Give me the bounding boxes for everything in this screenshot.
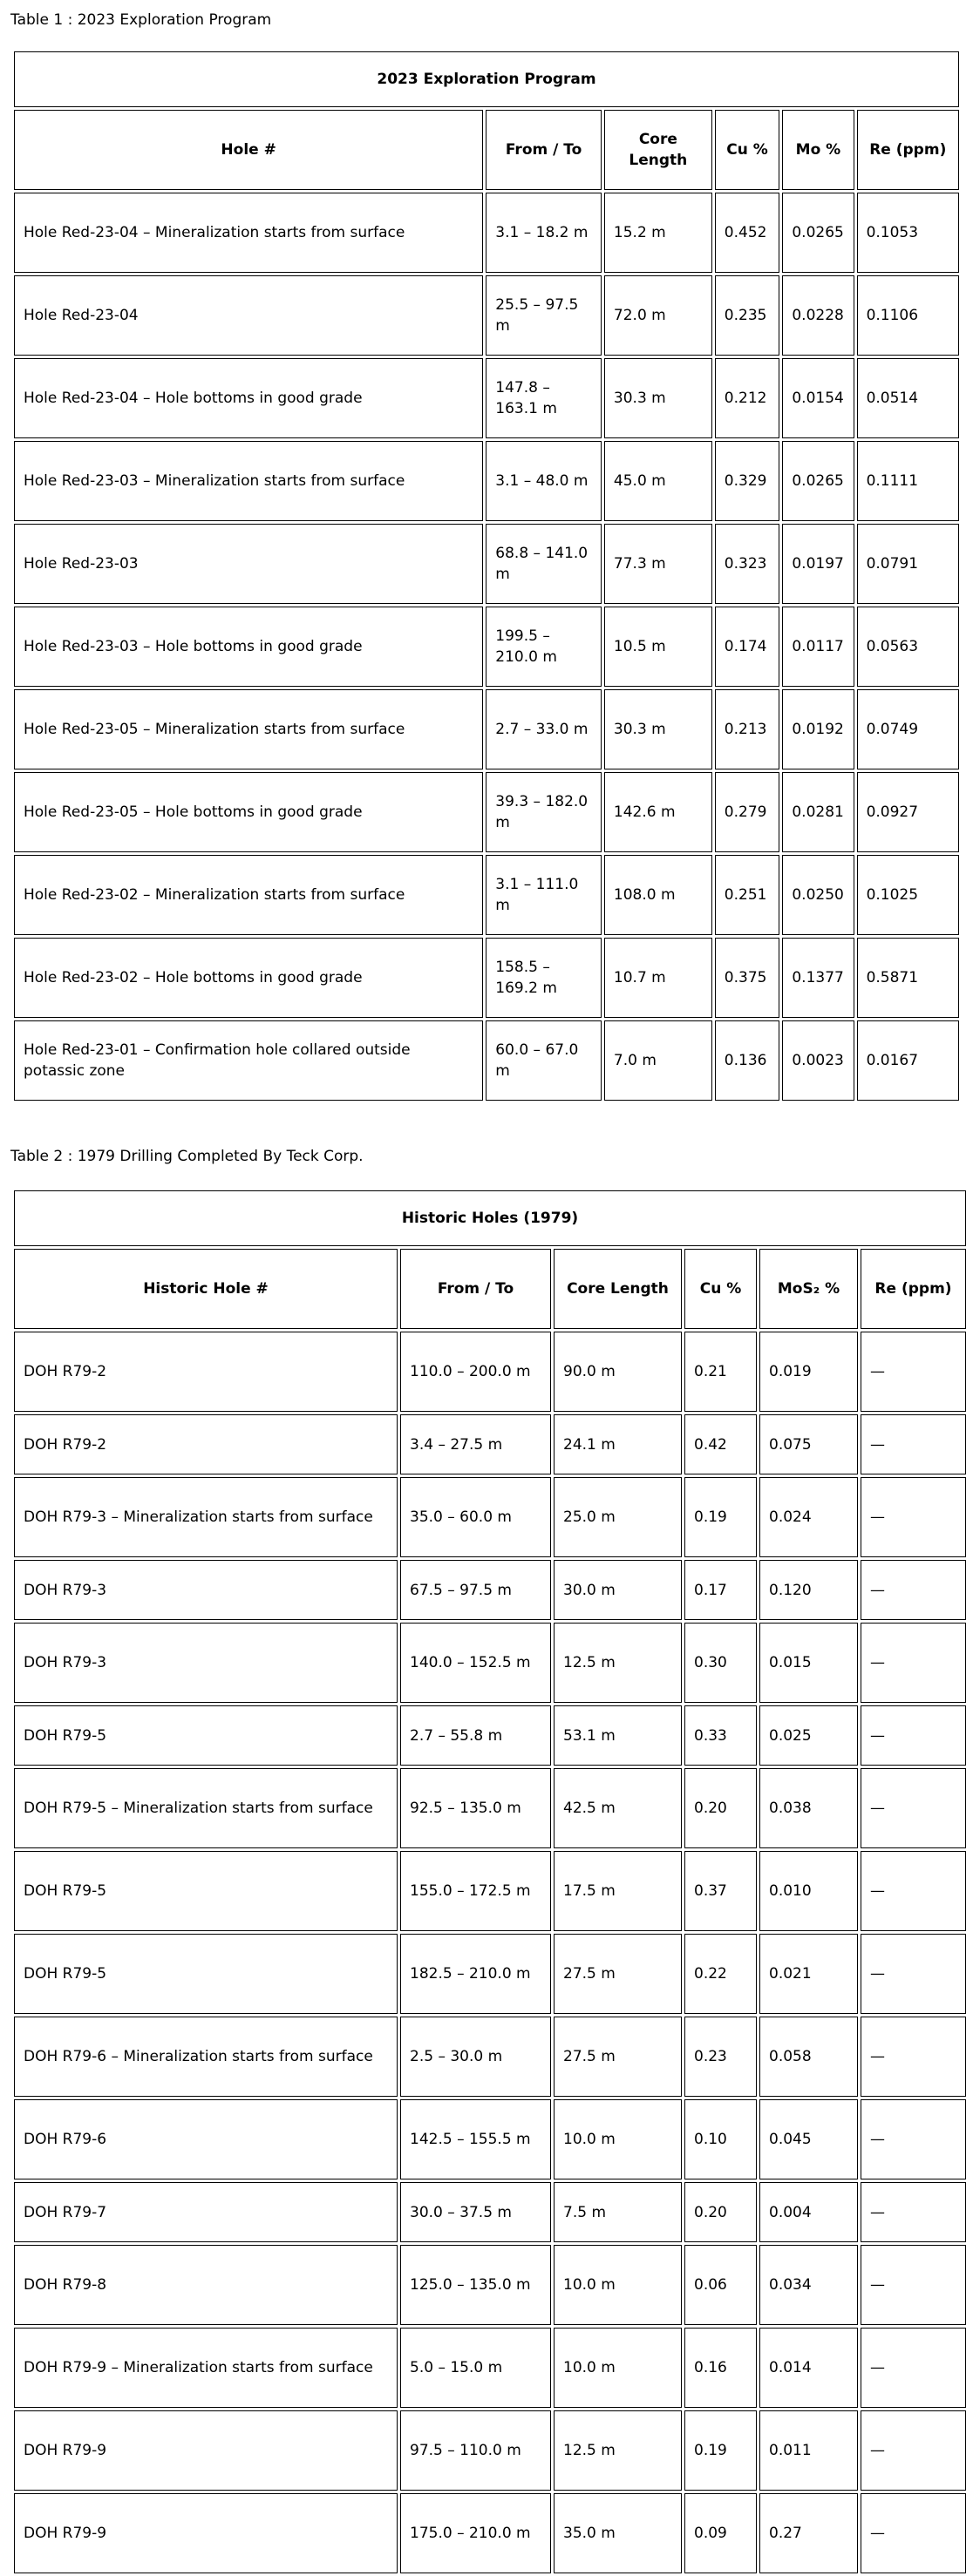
hole-cell: Hole Red-23-02 – Hole bottoms in good grade	[14, 938, 483, 1018]
exploration-program-table	[11, 49, 962, 1103]
hole-cell: DOH R79-9	[14, 2410, 398, 2491]
from-to-cell: 199.5 – 210.0 m	[486, 607, 602, 687]
table2-caption: Table 2 : 1979 Drilling Completed By Teck Corp.	[10, 1148, 364, 1165]
mo-cell: 0.1377	[782, 938, 854, 1018]
core-length-cell: 90.0 m	[554, 1332, 682, 1412]
table-row	[14, 441, 959, 521]
core-length-cell: 7.0 m	[604, 1020, 712, 1101]
re-cell: 0.1025	[857, 855, 959, 935]
table-body	[14, 193, 959, 1101]
from-to-cell: 67.5 – 97.5 m	[400, 1560, 551, 1620]
re-cell: —	[861, 1560, 966, 1620]
from-to-cell: 2.7 – 33.0 m	[486, 689, 602, 769]
hole-cell: DOH R79-6	[14, 2099, 398, 2179]
from-to-cell: 35.0 – 60.0 m	[400, 1477, 551, 1557]
from-to-cell: 142.5 – 155.5 m	[400, 2099, 551, 2179]
table-row	[14, 2328, 966, 2408]
table-row	[14, 689, 959, 769]
core-length-cell: 15.2 m	[604, 193, 712, 273]
re-cell: 0.0791	[857, 524, 959, 604]
core-length-cell: 77.3 m	[604, 524, 712, 604]
core-length-cell: 25.0 m	[554, 1477, 682, 1557]
mo-cell: 0.024	[759, 1477, 858, 1557]
hole-cell: DOH R79-3	[14, 1560, 398, 1620]
cu-cell: 0.33	[684, 1705, 757, 1766]
core-length-cell: 12.5 m	[554, 2410, 682, 2491]
from-to-cell: 175.0 – 210.0 m	[400, 2493, 551, 2573]
table-row	[14, 2017, 966, 2097]
cu-cell: 0.235	[715, 275, 780, 356]
table-row	[14, 524, 959, 604]
hole-cell: DOH R79-6 – Mineralization starts from surface	[14, 2017, 398, 2097]
mo-cell: 0.004	[759, 2182, 858, 2242]
re-cell: —	[861, 2493, 966, 2573]
core-length-cell: 7.5 m	[554, 2182, 682, 2242]
from-to-cell: 25.5 – 97.5 m	[486, 275, 602, 356]
re-cell: 0.0749	[857, 689, 959, 769]
column-header-core-length: Core Length	[604, 110, 712, 190]
table-row	[14, 1851, 966, 1931]
table-row	[14, 1560, 966, 1620]
cu-cell: 0.174	[715, 607, 780, 687]
cu-cell: 0.37	[684, 1851, 757, 1931]
column-header-from-to: From / To	[486, 110, 602, 190]
mo-cell: 0.034	[759, 2245, 858, 2325]
cu-cell: 0.20	[684, 2182, 757, 2242]
table-row	[14, 2099, 966, 2179]
core-length-cell: 27.5 m	[554, 2017, 682, 2097]
from-to-cell: 3.4 – 27.5 m	[400, 1414, 551, 1474]
core-length-cell: 30.3 m	[604, 689, 712, 769]
re-cell: —	[861, 2017, 966, 2097]
hole-cell: Hole Red-23-02 – Mineralization starts from surface	[14, 855, 483, 935]
mo-cell: 0.0192	[782, 689, 854, 769]
core-length-cell: 42.5 m	[554, 1768, 682, 1848]
mo-cell: 0.0250	[782, 855, 854, 935]
from-to-cell: 2.5 – 30.0 m	[400, 2017, 551, 2097]
table-body	[14, 1332, 966, 2573]
table-row	[14, 1934, 966, 2014]
hole-cell: Hole Red-23-05 – Hole bottoms in good grade	[14, 772, 483, 852]
cu-cell: 0.22	[684, 1934, 757, 2014]
table-row	[14, 193, 959, 273]
mo-cell: 0.014	[759, 2328, 858, 2408]
core-length-cell: 10.0 m	[554, 2245, 682, 2325]
from-to-cell: 3.1 – 48.0 m	[486, 441, 602, 521]
header-row	[14, 110, 959, 190]
cu-cell: 0.375	[715, 938, 780, 1018]
cu-cell: 0.452	[715, 193, 780, 273]
re-cell: —	[861, 2099, 966, 2179]
hole-cell: Hole Red-23-04	[14, 275, 483, 356]
from-to-cell: 147.8 – 163.1 m	[486, 358, 602, 438]
cu-cell: 0.329	[715, 441, 780, 521]
table-title: 2023 Exploration Program	[14, 51, 959, 107]
hole-cell: Hole Red-23-05 – Mineralization starts from surface	[14, 689, 483, 769]
hole-cell: Hole Red-23-03 – Mineralization starts from surface	[14, 441, 483, 521]
cu-cell: 0.21	[684, 1332, 757, 1412]
table-row	[14, 2410, 966, 2491]
re-cell: 0.0514	[857, 358, 959, 438]
hole-cell: DOH R79-5	[14, 1851, 398, 1931]
column-header-re: Re (ppm)	[857, 110, 959, 190]
table-row	[14, 2493, 966, 2573]
table-row	[14, 1477, 966, 1557]
hole-cell: DOH R79-9 – Mineralization starts from surface	[14, 2328, 398, 2408]
mo-cell: 0.075	[759, 1414, 858, 1474]
table-row	[14, 1332, 966, 1412]
cu-cell: 0.279	[715, 772, 780, 852]
mo-cell: 0.0265	[782, 441, 854, 521]
table1-caption: Table 1 : 2023 Exploration Program	[10, 11, 272, 29]
from-to-cell: 97.5 – 110.0 m	[400, 2410, 551, 2491]
core-length-cell: 72.0 m	[604, 275, 712, 356]
core-length-cell: 142.6 m	[604, 772, 712, 852]
re-cell: —	[861, 1851, 966, 1931]
re-cell: —	[861, 2410, 966, 2491]
from-to-cell: 60.0 – 67.0 m	[486, 1020, 602, 1101]
re-cell: 0.1106	[857, 275, 959, 356]
column-header-mo: Mo %	[782, 110, 854, 190]
mo-cell: 0.0197	[782, 524, 854, 604]
re-cell: —	[861, 1477, 966, 1557]
table-row	[14, 1705, 966, 1766]
re-cell: —	[861, 1934, 966, 2014]
core-length-cell: 30.0 m	[554, 1560, 682, 1620]
hole-cell: Hole Red-23-03 – Hole bottoms in good grade	[14, 607, 483, 687]
table-row	[14, 2182, 966, 2242]
table-row	[14, 2245, 966, 2325]
mo-cell: 0.038	[759, 1768, 858, 1848]
mo-cell: 0.010	[759, 1851, 858, 1931]
mo-cell: 0.0228	[782, 275, 854, 356]
table-row	[14, 938, 959, 1018]
core-length-cell: 108.0 m	[604, 855, 712, 935]
re-cell: 0.1111	[857, 441, 959, 521]
cu-cell: 0.30	[684, 1623, 757, 1703]
header-row	[14, 1249, 966, 1329]
from-to-cell: 110.0 – 200.0 m	[400, 1332, 551, 1412]
mo-cell: 0.015	[759, 1623, 858, 1703]
column-header-re: Re (ppm)	[861, 1249, 966, 1329]
core-length-cell: 10.0 m	[554, 2099, 682, 2179]
mo-cell: 0.0265	[782, 193, 854, 273]
re-cell: —	[861, 1332, 966, 1412]
mo-cell: 0.120	[759, 1560, 858, 1620]
re-cell: —	[861, 1414, 966, 1474]
from-to-cell: 2.7 – 55.8 m	[400, 1705, 551, 1766]
from-to-cell: 5.0 – 15.0 m	[400, 2328, 551, 2408]
core-length-cell: 10.5 m	[604, 607, 712, 687]
hole-cell: DOH R79-3	[14, 1623, 398, 1703]
historic-holes-table	[11, 1188, 969, 2576]
table-title: Historic Holes (1979)	[14, 1190, 966, 1246]
hole-cell: DOH R79-8	[14, 2245, 398, 2325]
cu-cell: 0.42	[684, 1414, 757, 1474]
mo-cell: 0.025	[759, 1705, 858, 1766]
from-to-cell: 3.1 – 111.0 m	[486, 855, 602, 935]
table-row	[14, 855, 959, 935]
column-header-hole: Hole #	[14, 110, 483, 190]
cu-cell: 0.19	[684, 2410, 757, 2491]
column-header-historic-hole: Historic Hole #	[14, 1249, 398, 1329]
from-to-cell: 68.8 – 141.0 m	[486, 524, 602, 604]
from-to-cell: 125.0 – 135.0 m	[400, 2245, 551, 2325]
column-header-cu: Cu %	[684, 1249, 757, 1329]
re-cell: —	[861, 2245, 966, 2325]
core-length-cell: 17.5 m	[554, 1851, 682, 1931]
hole-cell: Hole Red-23-03	[14, 524, 483, 604]
cu-cell: 0.16	[684, 2328, 757, 2408]
table-row	[14, 772, 959, 852]
from-to-cell: 182.5 – 210.0 m	[400, 1934, 551, 2014]
re-cell: 0.1053	[857, 193, 959, 273]
mo-cell: 0.058	[759, 2017, 858, 2097]
table-row	[14, 1020, 959, 1101]
core-length-cell: 12.5 m	[554, 1623, 682, 1703]
cu-cell: 0.20	[684, 1768, 757, 1848]
core-length-cell: 24.1 m	[554, 1414, 682, 1474]
core-length-cell: 10.7 m	[604, 938, 712, 1018]
cu-cell: 0.136	[715, 1020, 780, 1101]
re-cell: 0.0563	[857, 607, 959, 687]
from-to-cell: 3.1 – 18.2 m	[486, 193, 602, 273]
table-row	[14, 1623, 966, 1703]
mo-cell: 0.0117	[782, 607, 854, 687]
table-row	[14, 607, 959, 687]
cu-cell: 0.19	[684, 1477, 757, 1557]
mo-cell: 0.0154	[782, 358, 854, 438]
hole-cell: DOH R79-5 – Mineralization starts from surface	[14, 1768, 398, 1848]
cu-cell: 0.10	[684, 2099, 757, 2179]
hole-cell: DOH R79-5	[14, 1934, 398, 2014]
re-cell: —	[861, 1768, 966, 1848]
from-to-cell: 39.3 – 182.0 m	[486, 772, 602, 852]
table-row	[14, 275, 959, 356]
mo-cell: 0.27	[759, 2493, 858, 2573]
mo-cell: 0.011	[759, 2410, 858, 2491]
cu-cell: 0.213	[715, 689, 780, 769]
re-cell: 0.5871	[857, 938, 959, 1018]
core-length-cell: 35.0 m	[554, 2493, 682, 2573]
mo-cell: 0.0023	[782, 1020, 854, 1101]
mo-cell: 0.045	[759, 2099, 858, 2179]
cu-cell: 0.323	[715, 524, 780, 604]
column-header-core-length: Core Length	[554, 1249, 682, 1329]
re-cell: —	[861, 1705, 966, 1766]
core-length-cell: 10.0 m	[554, 2328, 682, 2408]
re-cell: —	[861, 2182, 966, 2242]
column-header-mos2: MoS₂ %	[759, 1249, 858, 1329]
hole-cell: DOH R79-7	[14, 2182, 398, 2242]
from-to-cell: 155.0 – 172.5 m	[400, 1851, 551, 1931]
re-cell: —	[861, 2328, 966, 2408]
from-to-cell: 158.5 – 169.2 m	[486, 938, 602, 1018]
re-cell: 0.0167	[857, 1020, 959, 1101]
table-row	[14, 1768, 966, 1848]
table-row	[14, 358, 959, 438]
hole-cell: Hole Red-23-04 – Mineralization starts from surface	[14, 193, 483, 273]
core-length-cell: 45.0 m	[604, 441, 712, 521]
cu-cell: 0.23	[684, 2017, 757, 2097]
hole-cell: Hole Red-23-01 – Confirmation hole collared outside potassic zone	[14, 1020, 483, 1101]
from-to-cell: 140.0 – 152.5 m	[400, 1623, 551, 1703]
from-to-cell: 30.0 – 37.5 m	[400, 2182, 551, 2242]
cu-cell: 0.212	[715, 358, 780, 438]
table-row	[14, 1414, 966, 1474]
column-header-cu: Cu %	[715, 110, 780, 190]
hole-cell: DOH R79-2	[14, 1332, 398, 1412]
re-cell: —	[861, 1623, 966, 1703]
cu-cell: 0.06	[684, 2245, 757, 2325]
core-length-cell: 27.5 m	[554, 1934, 682, 2014]
core-length-cell: 30.3 m	[604, 358, 712, 438]
hole-cell: Hole Red-23-04 – Hole bottoms in good grade	[14, 358, 483, 438]
column-header-from-to: From / To	[400, 1249, 551, 1329]
cu-cell: 0.09	[684, 2493, 757, 2573]
cu-cell: 0.17	[684, 1560, 757, 1620]
from-to-cell: 92.5 – 135.0 m	[400, 1768, 551, 1848]
mo-cell: 0.021	[759, 1934, 858, 2014]
hole-cell: DOH R79-5	[14, 1705, 398, 1766]
hole-cell: DOH R79-3 – Mineralization starts from surface	[14, 1477, 398, 1557]
mo-cell: 0.019	[759, 1332, 858, 1412]
re-cell: 0.0927	[857, 772, 959, 852]
hole-cell: DOH R79-2	[14, 1414, 398, 1474]
mo-cell: 0.0281	[782, 772, 854, 852]
core-length-cell: 53.1 m	[554, 1705, 682, 1766]
hole-cell: DOH R79-9	[14, 2493, 398, 2573]
cu-cell: 0.251	[715, 855, 780, 935]
